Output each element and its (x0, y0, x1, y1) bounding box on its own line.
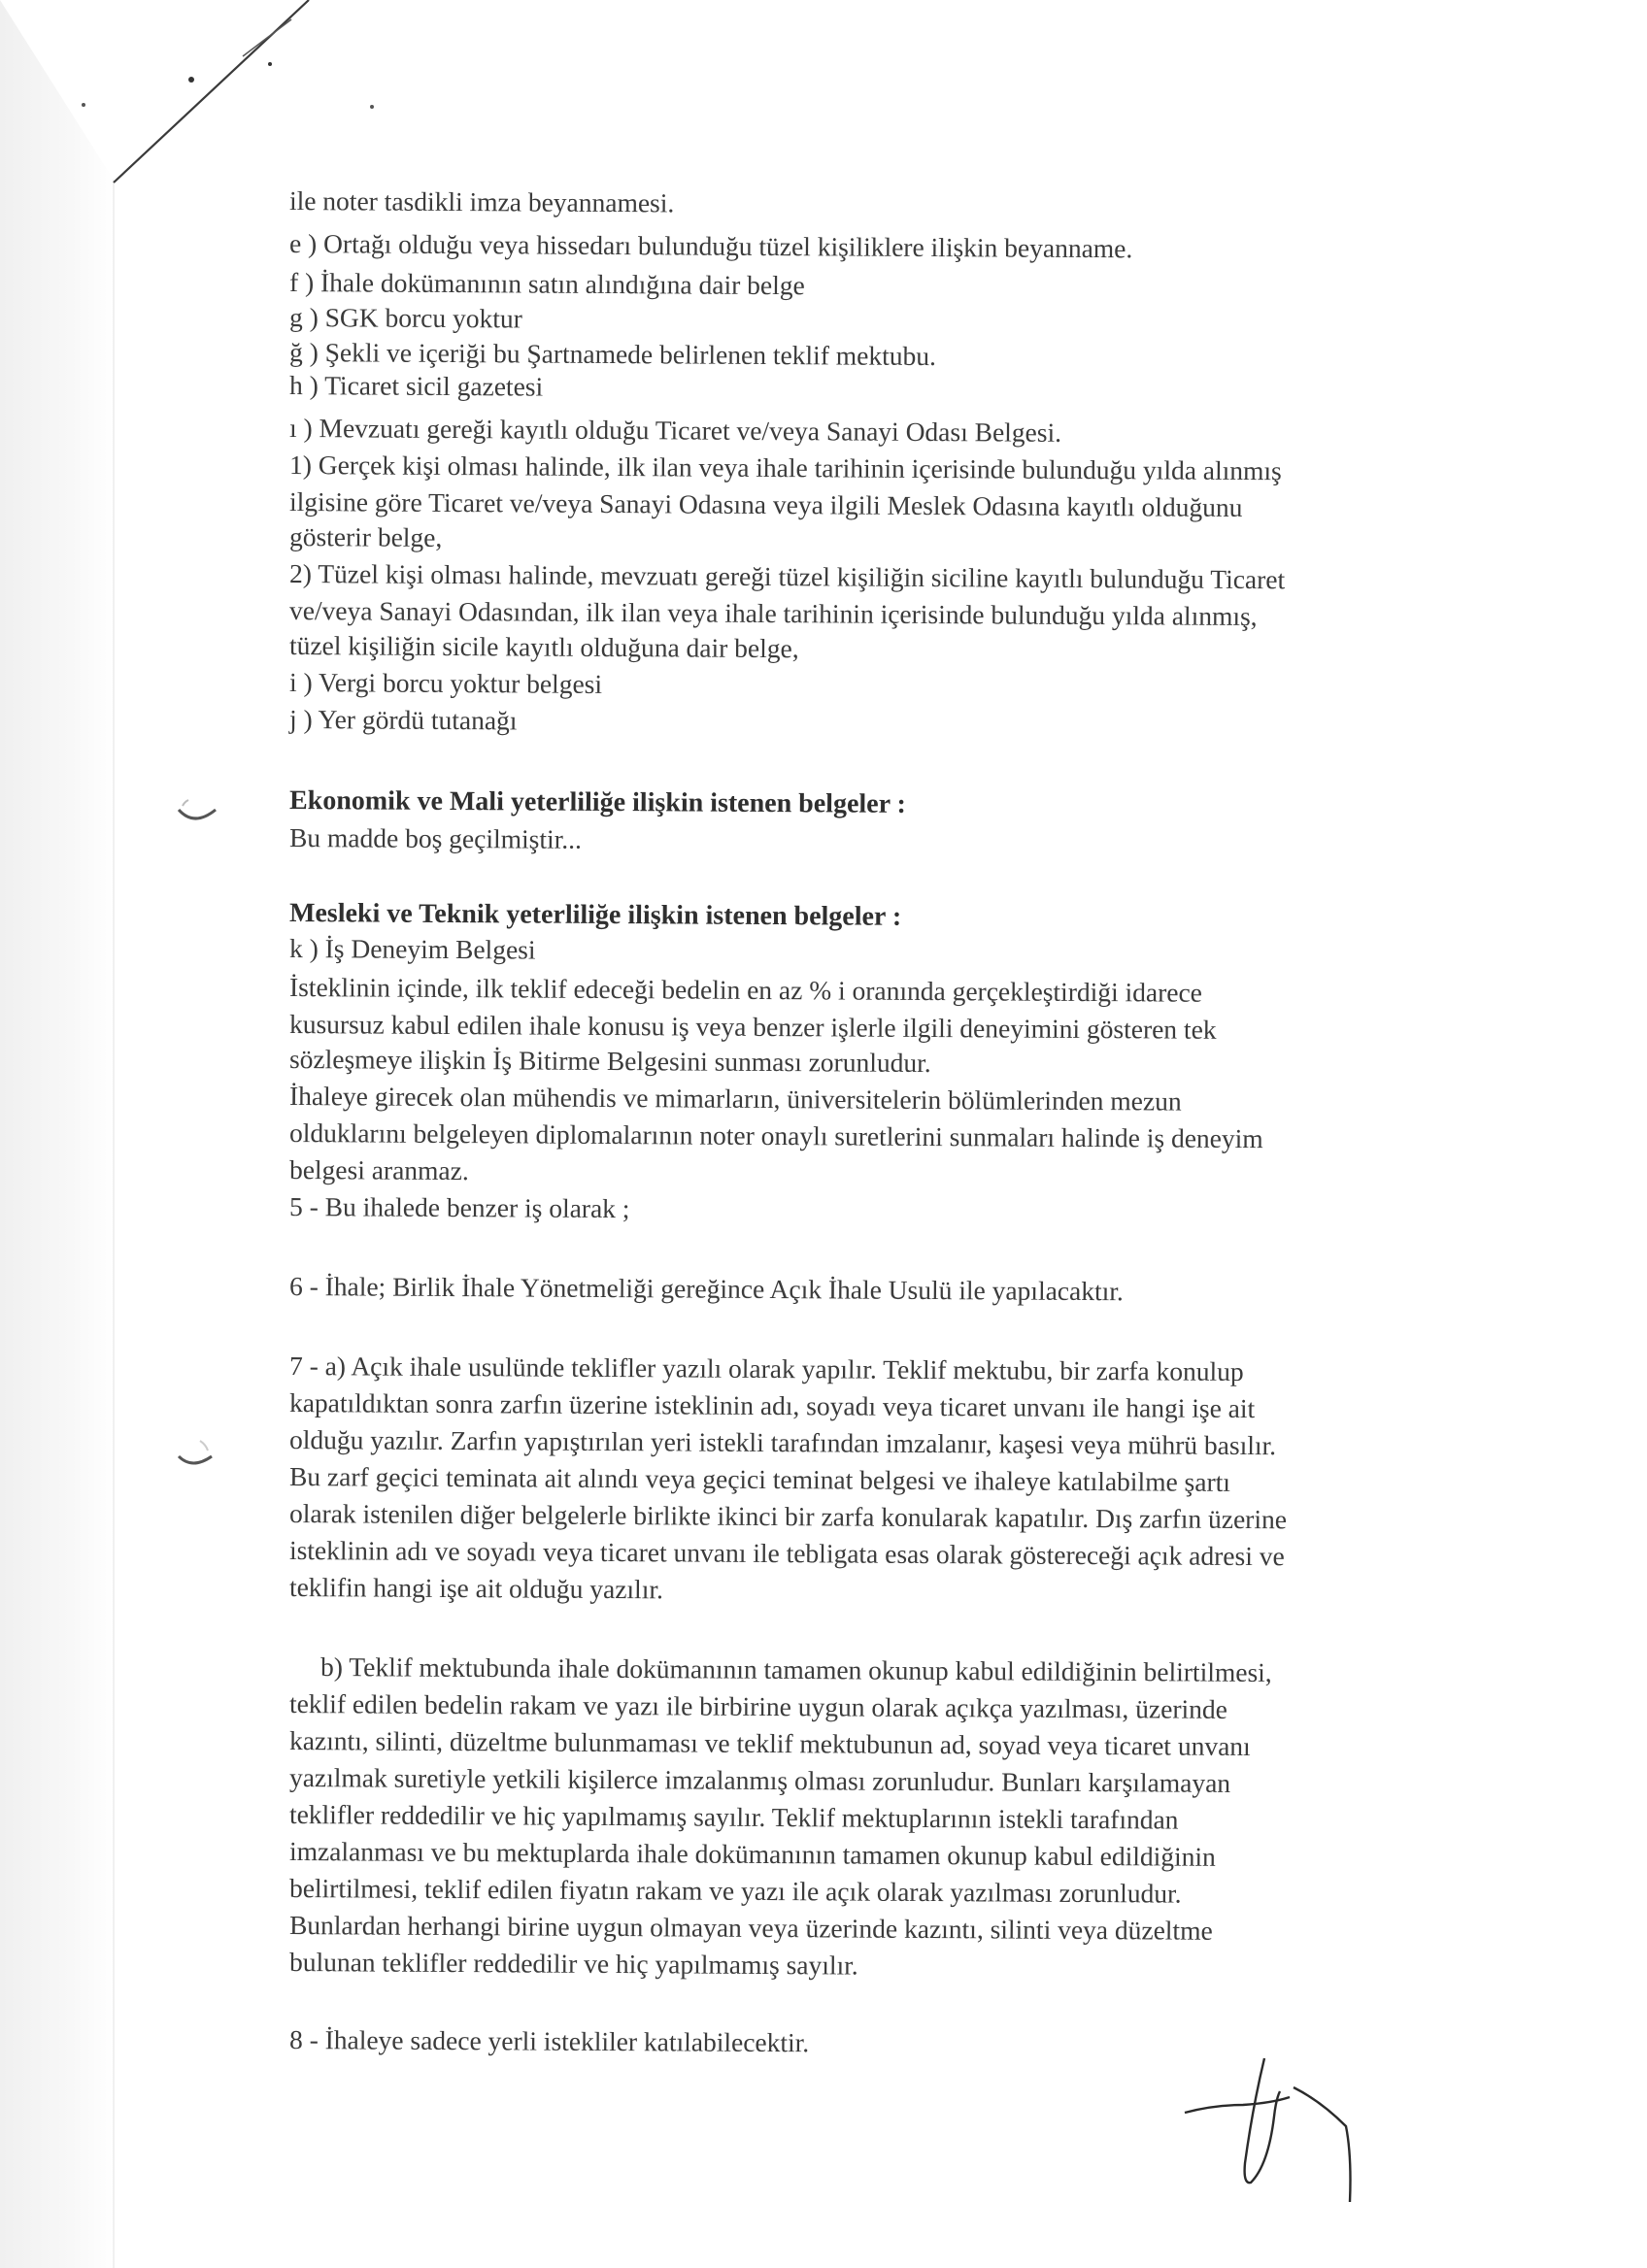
text-line: Bunlardan herhangi birine uygun olmayan veya üzerinde kazıntı, silinti veya düzeltme (288, 1910, 1213, 1946)
text-line: e ) Ortağı olduğu veya hissedarı bulunduğu tüzel kişiliklere ilişkin beyanname. (288, 228, 1133, 264)
text-line: g ) SGK borcu yoktur (288, 302, 522, 334)
text-line: 6 - İhale; Birlik İhale Yönetmeliği gereğince Açık İhale Usulü ile yapılacaktır. (288, 1271, 1124, 1307)
text-line: 2) Tüzel kişi olması halinde, mevzuatı gereği tüzel kişiliğin siciline kayıtlı bulunduğu Ticaret (288, 558, 1286, 595)
text-line: teklif edilen bedelin rakam ve yazı ile birbirine uygun olarak açıkça yazılması, üzerinde (288, 1688, 1228, 1724)
text-line: ve/veya Sanayi Odasından, ilk ilan veya ihale tarihinin içerisinde bulunduğu yılda alınmış, (288, 595, 1258, 632)
section-heading-financial: Ekonomik ve Mali yeterliliğe ilişkin istenen belgeler : (288, 785, 906, 819)
text-line: k ) İş Deneyim Belgesi (288, 933, 536, 965)
text-line: teklifin hangi işe ait olduğu yazılır. (288, 1572, 664, 1605)
text-line: yazılmak suretiyle yetkili kişilerce imzalanmış olması zorunludur. Bunları karşılamayan (288, 1762, 1231, 1798)
text-line: i ) Vergi borcu yoktur belgesi (288, 667, 603, 699)
text-line: belgesi aranmaz. (288, 1154, 469, 1186)
text-line: 7 - a) Açık ihale usulünde teklifler yazılı olarak yapılır. Teklif mektubu, bir zarfa konulup (288, 1351, 1244, 1387)
text-line: Bu madde boş geçilmiştir... (288, 822, 583, 854)
punch-hole-mark (173, 796, 221, 835)
signature-mark (1175, 2049, 1369, 2214)
text-line: belirtilmesi, teklif edilen fiyatın rakam ve yazı ile açık olarak yazılması zorunludur. (288, 1873, 1182, 1909)
text-line: j ) Yer gördü tutanağı (288, 704, 518, 736)
text-line: bulunan teklifler reddedilir ve hiç yapılmamış sayılır. (288, 1947, 858, 1981)
text-line: 1) Gerçek kişi olması halinde, ilk ilan veya ihale tarihinin içerisinde bulunduğu yılda alınmış (288, 450, 1282, 486)
text-line: gösterir belge, (288, 521, 443, 552)
text-line: isteklinin adı ve soyadı veya ticaret unvanı ile tebligata esas olarak göstereceği açık adresi ve (288, 1535, 1285, 1572)
text-line: İsteklinin içinde, ilk teklif edeceği bedelin en az % i oranında gerçekleştirdiği idarece (288, 972, 1203, 1008)
text-line: imzalanması ve bu mektuplarda ihale dokümanının tamamen okunup kabul edildiğinin (288, 1836, 1216, 1872)
text-line: f ) İhale dokümanının satın alındığına dair belge (288, 267, 805, 301)
scanner-edge-line (113, 0, 115, 2268)
text-line: İhaleye girecek olan mühendis ve mimarların, üniversitelerin bölümlerinden mezun (288, 1081, 1182, 1117)
text-line: ilgisine göre Ticaret ve/veya Sanayi Odasına veya ilgili Meslek Odasına kayıtlı olduğunu (288, 486, 1243, 522)
text-line: Bu zarf geçici teminata ait alındı veya geçici teminat belgesi ve ihaleye katılabilme şartı (288, 1461, 1231, 1497)
scanner-edge-shadow (0, 0, 115, 2268)
punch-hole-mark-2 (171, 1435, 219, 1484)
text-line: olarak istenilen diğer belgelerle birlikte ikinci bir zarfa konularak kapatılır. Dış zarfın üzerine (288, 1498, 1288, 1535)
text-line: olduğu yazılır. Zarfın yapıştırılan yeri istekli tarafından imzalanır, kaşesi veya mührü basılır. (288, 1424, 1277, 1461)
text-line: ğ ) Şekli ve içeriği bu Şartnamede belirlenen teklif mektubu. (288, 337, 937, 372)
text-line: kusursuz kabul edilen ihale konusu iş veya benzer işlerle ilgili deneyimini gösteren tek (288, 1009, 1217, 1045)
text-line: ı ) Mevzuatı gereği kayıtlı olduğu Ticaret ve/veya Sanayi Odası Belgesi. (288, 413, 1062, 448)
text-line: teklifler reddedilir ve hiç yapılmamış sayılır. Teklif mektuplarının istekli tarafından (288, 1799, 1179, 1835)
section-heading-technical: Mesleki ve Teknik yeterliliğe ilişkin istenen belgeler : (288, 898, 902, 932)
text-line: olduklarını belgeleyen diplomalarının noter onaylı suretlerini sunmaları halinde iş deneyim (288, 1117, 1263, 1154)
text-line: kazıntı, silinti, düzeltme bulunmaması ve teklif mektubunun ad, soyad veya ticaret unvanı (288, 1725, 1251, 1762)
text-line: sözleşmeye ilişkin İş Bitirme Belgesini sunması zorunludur. (288, 1044, 931, 1079)
text-line: tüzel kişiliğin sicile kayıtlı olduğuna dair belge, (288, 630, 799, 664)
text-line: ile noter tasdikli imza beyannamesi. (288, 185, 675, 218)
text-line: b) Teklif mektubunda ihale dokümanının tamamen okunup kabul edildiğinin belirtilmesi, (319, 1651, 1272, 1687)
text-line: kapatıldıktan sonra zarfın üzerine isteklinin adı, soyadı veya ticaret unvanı ile hangi işe ait (288, 1387, 1256, 1424)
text-line: 8 - İhaleye sadece yerli istekliler katılabilecektir. (288, 2024, 810, 2058)
text-line: 5 - Bu ihalede benzer iş olarak ; (288, 1191, 630, 1224)
text-line: h ) Ticaret sicil gazetesi (288, 370, 544, 402)
